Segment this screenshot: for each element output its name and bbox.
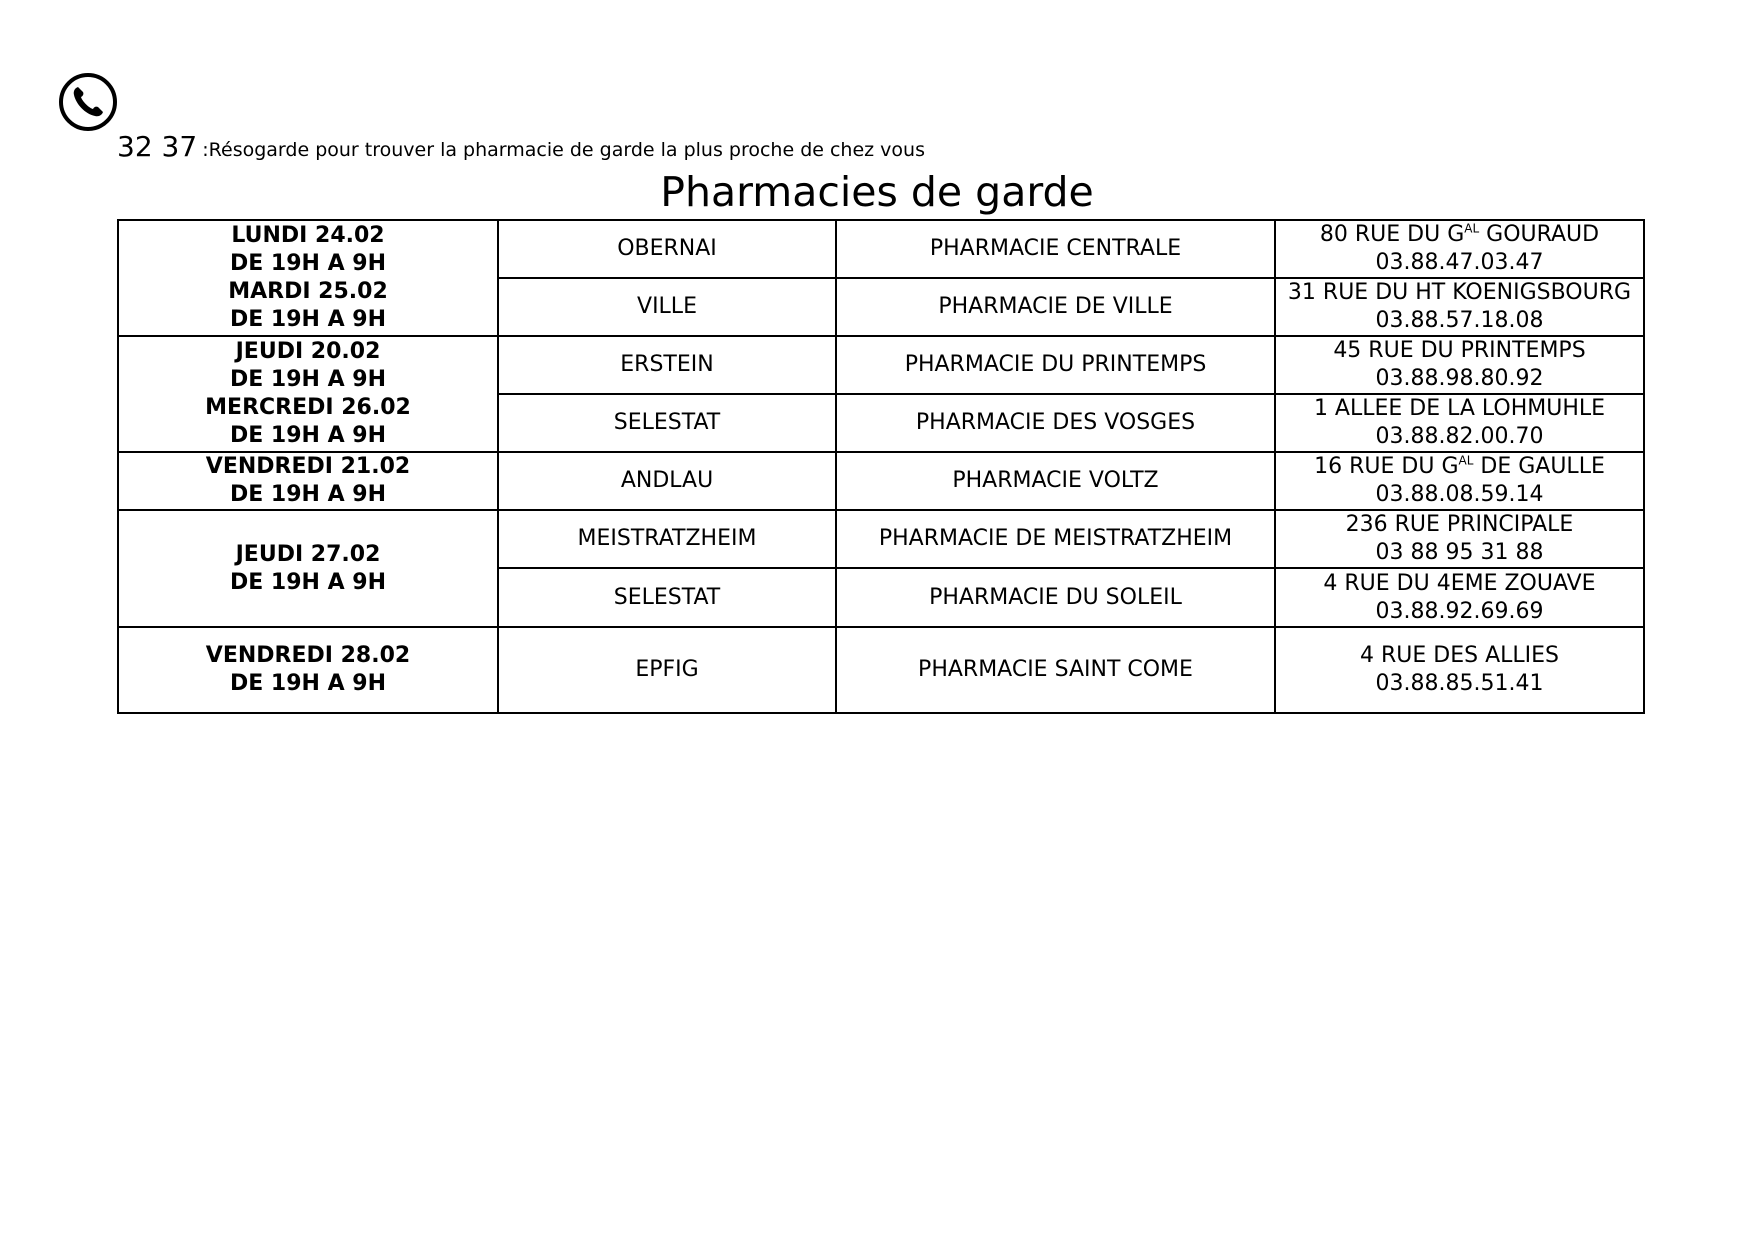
day-line: MARDI 25.02 (228, 279, 388, 304)
day-line: DE 19H A 9H (229, 671, 387, 696)
day-line: JEUDI 20.02 (235, 339, 381, 364)
address-street: 236 RUE PRINCIPALE (1345, 512, 1574, 537)
phone-number: 03.88.98.80.92 (1375, 366, 1544, 391)
address-cell (1275, 336, 1644, 394)
phone-number: 03.88.85.51.41 (1375, 671, 1544, 696)
address-street: 16 RUE DU G (1314, 454, 1459, 479)
day-line: DE 19H A 9H (229, 569, 387, 595)
day-line: VENDREDI 21.02 (205, 454, 411, 479)
address-street: 1 ALLEE DE LA LOHMUHLE (1313, 396, 1606, 421)
day-line: VENDREDI 28.02 (205, 643, 411, 668)
phone-number: 03.88.47.03.47 (1375, 250, 1544, 275)
day-cell (118, 336, 498, 452)
address-cell (1275, 627, 1644, 713)
address-street: 4 RUE DES ALLIES (1360, 643, 1559, 668)
address-street: 80 RUE DU G (1319, 222, 1465, 247)
day-line: JEUDI 27.02 (235, 541, 381, 567)
phone-number: 03.88.92.69.69 (1375, 598, 1544, 624)
address-cell (1275, 510, 1644, 568)
town-cell: VILLE (498, 278, 836, 336)
day-line: DE 19H A 9H (229, 423, 387, 448)
phone-number: 03 88 95 31 88 (1375, 540, 1544, 565)
town-cell: EPFIG (498, 627, 836, 713)
day-cell (118, 510, 498, 627)
address-street-end: GOURAUD (1479, 222, 1600, 247)
pharmacy-name-cell: PHARMACIE DU PRINTEMPS (836, 336, 1275, 394)
address-street: 31 RUE DU HT KOENIGSBOURG (1287, 280, 1632, 305)
day-line: DE 19H A 9H (229, 482, 387, 507)
day-line: DE 19H A 9H (229, 251, 387, 276)
address-cell (1275, 394, 1644, 452)
address-line (1276, 642, 1643, 670)
address-cell (1275, 452, 1644, 510)
table-row (118, 220, 1644, 278)
address-street: 45 RUE DU PRINTEMPS (1333, 338, 1586, 363)
pharmacy-name-cell: PHARMACIE SAINT COME (836, 627, 1275, 713)
town-cell: ANDLAU (498, 452, 836, 510)
address-street-end: DE GAULLE (1473, 454, 1605, 479)
town-cell: OBERNAI (498, 220, 836, 278)
town-cell: SELESTAT (498, 394, 836, 452)
pharmacy-name-cell: PHARMACIE DE VILLE (836, 278, 1275, 336)
town-cell: MEISTRATZHEIM (498, 510, 836, 568)
town-cell: ERSTEIN (498, 336, 836, 394)
pharmacy-schedule-table (117, 219, 1645, 714)
day-cell (118, 452, 498, 510)
day-cell (118, 220, 498, 336)
address-line (1276, 279, 1643, 307)
address-line (1276, 570, 1643, 598)
day-line: DE 19H A 9H (229, 307, 387, 332)
table-row (118, 627, 1644, 713)
table-row (118, 336, 1644, 394)
address-line (1276, 337, 1643, 365)
address-abbrev: AL (1464, 221, 1480, 236)
address-abbrev: AL (1458, 453, 1474, 468)
address-cell (1275, 220, 1644, 278)
address-cell (1275, 278, 1644, 336)
day-cell (118, 627, 498, 713)
address-line (1276, 395, 1643, 423)
day-line: DE 19H A 9H (229, 367, 387, 392)
phone-number: 03.88.82.00.70 (1375, 424, 1544, 449)
pharmacy-name-cell: PHARMACIE DE MEISTRATZHEIM (836, 510, 1275, 568)
phone-number: 03.88.57.18.08 (1375, 308, 1544, 333)
phone-number: 03.88.08.59.14 (1375, 482, 1544, 507)
address-line (1276, 221, 1643, 249)
day-line: MERCREDI 26.02 (205, 395, 411, 420)
address-street: 4 RUE DU 4EME ZOUAVE (1323, 570, 1596, 596)
hotline-text: :Résogarde pour trouver la pharmacie de garde la plus proche de chez vous (202, 139, 925, 161)
address-cell (1275, 568, 1644, 627)
table-row (118, 510, 1644, 568)
pharmacy-name-cell: PHARMACIE DU SOLEIL (836, 568, 1275, 627)
address-line (1276, 511, 1643, 539)
day-line: LUNDI 24.02 (231, 223, 385, 248)
pharmacy-name-cell: PHARMACIE CENTRALE (836, 220, 1275, 278)
pharmacy-name-cell: PHARMACIE VOLTZ (836, 452, 1275, 510)
pharmacy-name-cell: PHARMACIE DES VOSGES (836, 394, 1275, 452)
address-line (1276, 453, 1643, 481)
page-title: Pharmacies de garde (660, 168, 1094, 216)
town-cell: SELESTAT (498, 568, 836, 627)
phone-icon (58, 72, 118, 132)
hotline-number: 32 37 (117, 130, 198, 163)
hotline-line (117, 130, 925, 163)
table-row (118, 452, 1644, 510)
